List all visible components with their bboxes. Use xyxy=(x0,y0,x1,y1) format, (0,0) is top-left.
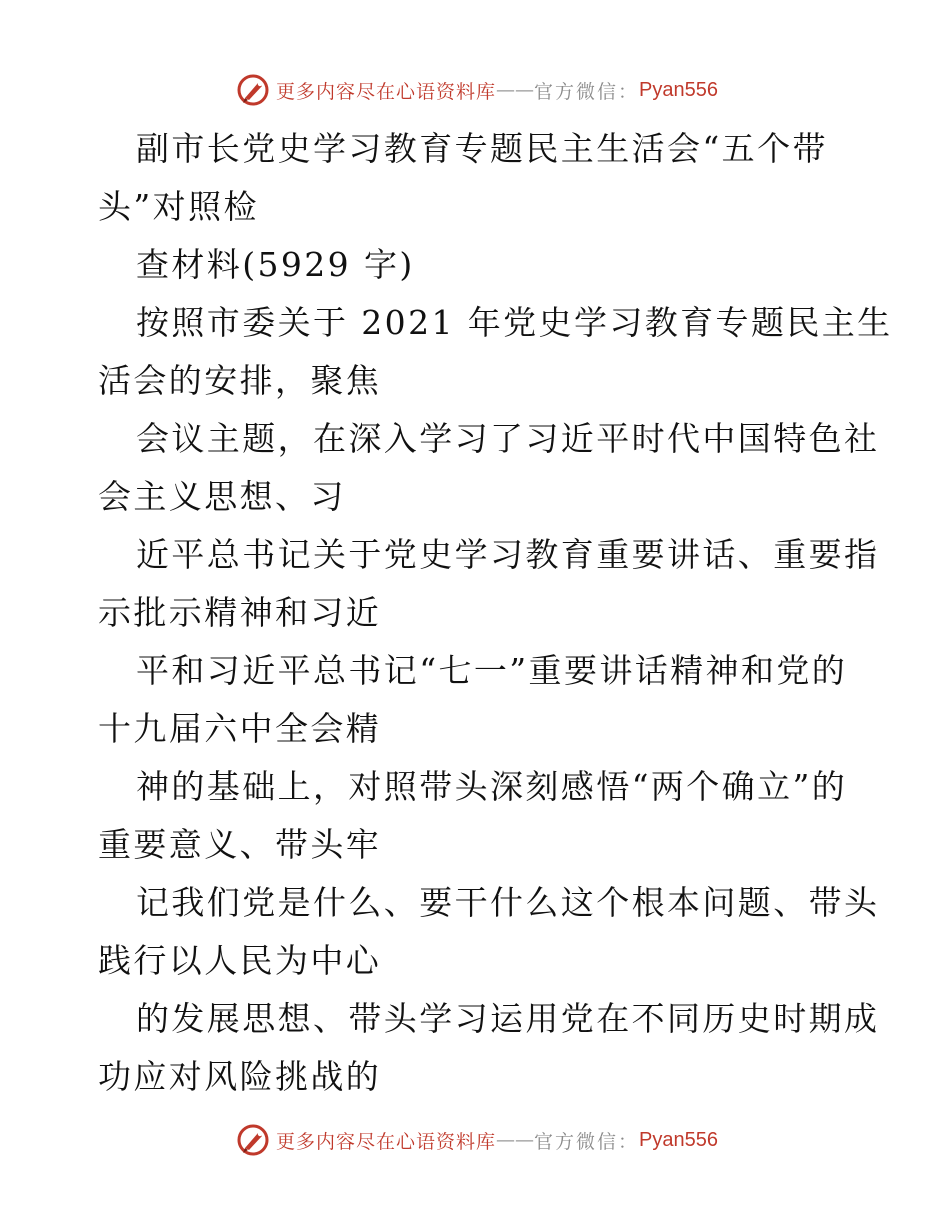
title-line-2: 头”对照检 xyxy=(98,187,259,226)
banner-text: 更多内容尽在心语资料库 xyxy=(276,1130,497,1153)
wechat-id: Pyan556 xyxy=(639,78,718,101)
banner-dash: —— xyxy=(496,79,535,101)
wechat-label: 官方微信： xyxy=(534,1130,640,1153)
pen-logo-icon xyxy=(236,73,270,107)
title-line-1: 副市长党史学习教育专题民主生活会“五个带 xyxy=(136,129,828,168)
paragraph-line: 神的基础上，对照带头深刻感悟“两个确立”的 xyxy=(136,767,848,806)
paragraph-line: 功应对风险挑战的 xyxy=(98,1057,382,1096)
banner-text: 更多内容尽在心语资料库 xyxy=(276,80,497,103)
pen-logo-icon xyxy=(236,1123,270,1157)
paragraph-line: 平和习近平总书记“七一”重要讲话精神和党的 xyxy=(136,651,848,690)
header-banner xyxy=(236,72,718,108)
paragraph-line: 示批示精神和习近 xyxy=(98,593,382,632)
paragraph-line: 活会的安排，聚焦 xyxy=(98,361,382,400)
paragraph-line: 的发展思想、带头学习运用党在不同历史时期成 xyxy=(136,999,880,1038)
paragraph-line: 践行以人民为中心 xyxy=(98,941,382,980)
wechat-id: Pyan556 xyxy=(639,1128,718,1151)
paragraph-line: 重要意义、带头牢 xyxy=(98,825,382,864)
paragraph-line: 会议主题，在深入学习了习近平时代中国特色社 xyxy=(136,419,880,458)
wechat-label: 官方微信： xyxy=(534,80,640,103)
banner-dash: —— xyxy=(496,1129,535,1151)
paragraph-line: 会主义思想、习 xyxy=(98,477,346,516)
paragraph-line: 十九届六中全会精 xyxy=(98,709,382,748)
paragraph-line: 近平总书记关于党史学习教育重要讲话、重要指 xyxy=(136,535,880,574)
paragraph-line: 记我们党是什么、要干什么这个根本问题、带头 xyxy=(136,883,880,922)
title-line-3: 查材料(5929 字) xyxy=(136,245,415,284)
footer-banner xyxy=(236,1122,718,1158)
paragraph-line: 按照市委关于 2021 年党史学习教育专题民主生 xyxy=(136,303,893,342)
document-body xyxy=(98,120,893,1106)
